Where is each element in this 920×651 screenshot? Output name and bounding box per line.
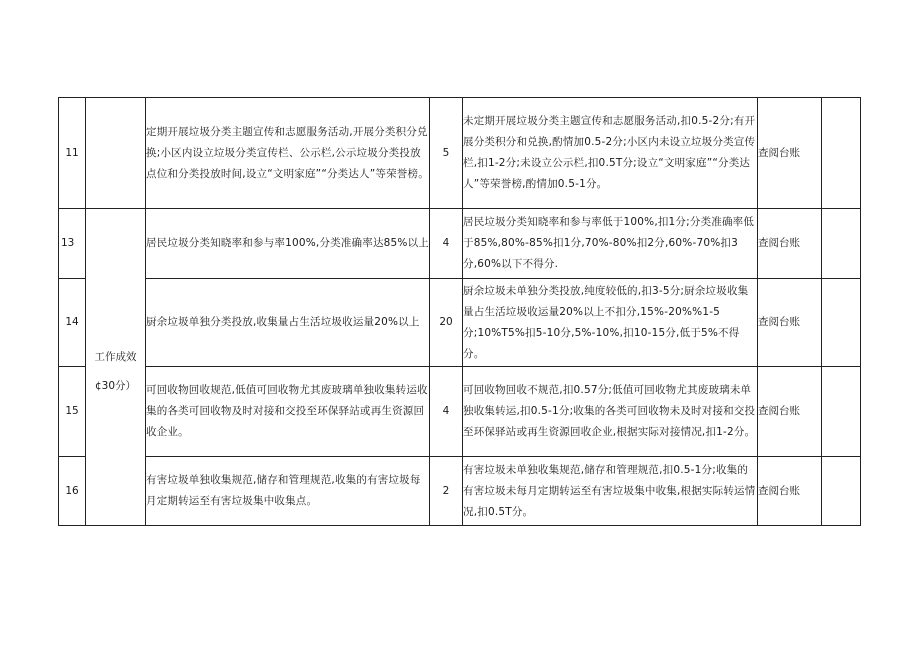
score-value: 2 — [430, 457, 463, 526]
table-row — [59, 367, 861, 457]
scoring-criteria: 未定期开展垃圾分类主题宣传和志愿服务活动,扣0.5-2分;有开展分类积分和兑换,酌情加0.5-2分;小区内未设立垃圾分类宣传栏,扣1-2分;未设立公示栏,扣0.5T分;设立“文明家庭”“分类达人”等荣誉榜,酌情加0.5-1分。 — [463, 98, 758, 209]
remarks-cell — [822, 209, 861, 279]
assessment-table — [58, 97, 861, 526]
check-method: 查阅台账 — [758, 279, 822, 367]
assessment-content: 居民垃圾分类知晓率和参与率100%,分类准确率达85%以上 — [146, 209, 430, 279]
category-title: 工作成效 — [94, 351, 137, 363]
score-value: 4 — [430, 367, 463, 457]
check-method: 查阅台账 — [758, 209, 822, 279]
category-cell-empty — [86, 98, 146, 209]
score-value: 4 — [430, 209, 463, 279]
assessment-content: 有害垃圾单独收集规范,储存和管理规范,收集的有害垃圾每月定期转运至有害垃圾集中收集点。 — [146, 457, 430, 526]
row-number: 13 — [59, 209, 86, 279]
table-row — [59, 457, 861, 526]
table-row — [59, 98, 861, 209]
scoring-criteria: 居民垃圾分类知晓率和参与率低于100%,扣1分;分类准确率低于85%,80%-85%扣1分,70%-80%扣2分,60%-70%扣3分,60%以下不得分. — [463, 209, 758, 279]
table-row — [59, 209, 861, 279]
scoring-criteria: 可回收物回收不规范,扣0.57分;低值可回收物尤其废玻璃未单独收集转运,扣0.5-1分;收集的各类可回收物未及时对接和交投至环保驿站或再生资源回收企业,根据实际对接情况,扣1-2分。 — [463, 367, 758, 457]
assessment-content: 厨余垃圾单独分类投放,收集量占生活垃圾收运量20%以上 — [146, 279, 430, 367]
category-cell — [86, 209, 146, 526]
assessment-content: 可回收物回收规范,低值可回收物尤其废玻璃单独收集转运收集的各类可回收物及时对接和交投至环保驿站或再生资源回收企业。 — [146, 367, 430, 457]
scoring-criteria: 有害垃圾未单独收集规范,储存和管理规范,扣0.5-1分;收集的有害垃圾未每月定期转运至有害垃圾集中收集,根据实际转运情况,扣0.5T分。 — [463, 457, 758, 526]
check-method: 查阅台账 — [758, 98, 822, 209]
check-method: 查阅台账 — [758, 457, 822, 526]
score-value: 20 — [430, 279, 463, 367]
remarks-cell — [822, 279, 861, 367]
remarks-cell — [822, 98, 861, 209]
category-points: ¢30分） — [94, 380, 137, 392]
table-row — [59, 279, 861, 367]
remarks-cell — [822, 457, 861, 526]
assessment-content: 定期开展垃圾分类主题宣传和志愿服务活动,开展分类积分兑换;小区内设立垃圾分类宣传栏、公示栏,公示垃圾分类投放点位和分类投放时间,设立“文明家庭”“分类达人”等荣誉榜。 — [146, 98, 430, 209]
remarks-cell — [822, 367, 861, 457]
score-value: 5 — [430, 98, 463, 209]
scoring-criteria: 厨余垃圾未单独分类投放,纯度较低的,扣3-5分;厨余垃圾收集量占生活垃圾收运量20%以上不扣分,15%-20%%1-5分;10%T5%扣5-10分,5%-10%,扣10-15分,低于5%不得分。 — [463, 279, 758, 367]
check-method: 查阅台账 — [758, 367, 822, 457]
row-number: 14 — [59, 279, 86, 367]
row-number: 15 — [59, 367, 86, 457]
row-number: 11 — [59, 98, 86, 209]
row-number: 16 — [59, 457, 86, 526]
